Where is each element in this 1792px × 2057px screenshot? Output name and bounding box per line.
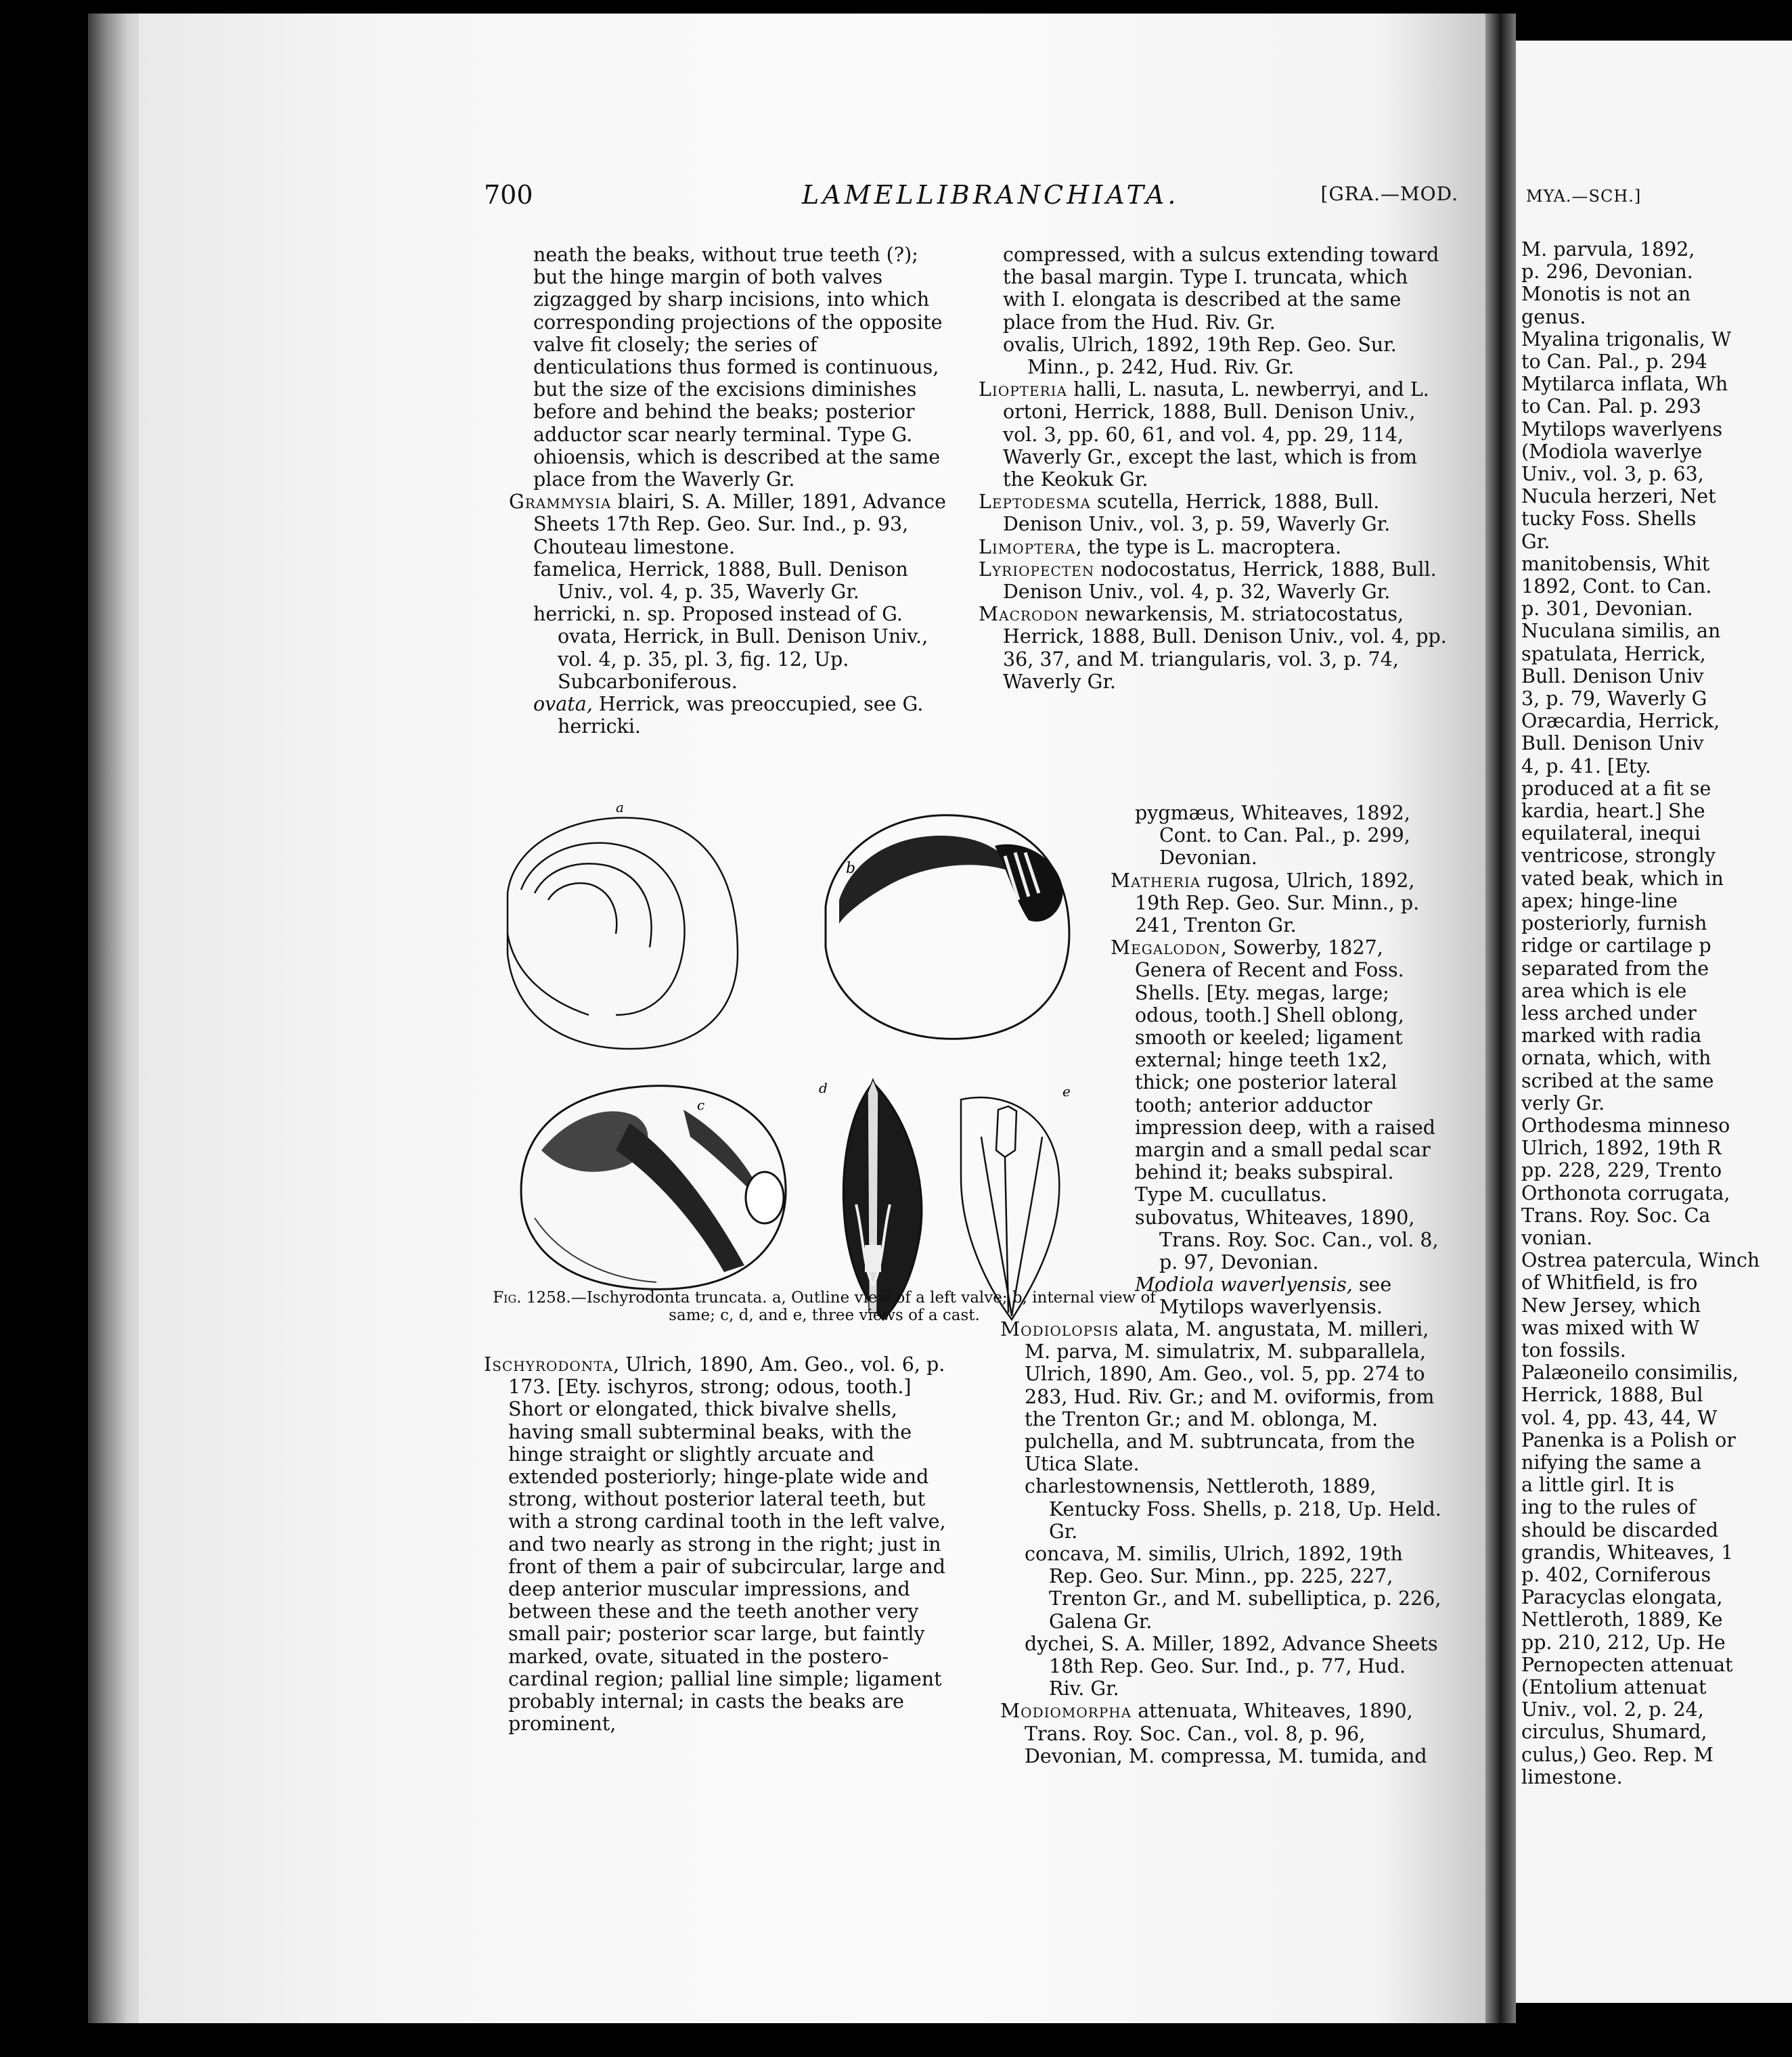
fig-b-internal-valve	[826, 815, 1069, 1039]
genus-name: Matheria	[1111, 869, 1201, 892]
right-page-line: vonian.	[1521, 1226, 1593, 1249]
right-page-line: Paracyclas elongata,	[1521, 1586, 1723, 1609]
entry-paragraph	[1111, 1273, 1447, 1318]
right-page-line: Herrick, 1888, Bul	[1521, 1384, 1703, 1407]
right-page-line: vated beak, which in	[1521, 867, 1724, 890]
right-page-line: Palæoneilo consimilis,	[1521, 1361, 1739, 1384]
genus-name: Limoptera	[979, 535, 1076, 558]
genus-name: Lyriopecten	[979, 558, 1095, 581]
text-column-4	[1000, 1318, 1447, 1767]
fig-label-d: d	[819, 1080, 828, 1096]
right-page-line: Monotis is not an	[1521, 283, 1691, 306]
right-page-line: a little girl. It is	[1521, 1474, 1674, 1497]
entry-paragraph	[1000, 1318, 1447, 1475]
right-page-line: of Whitfield, is fro	[1521, 1271, 1698, 1294]
right-page-line: circulus, Shumard,	[1521, 1721, 1707, 1744]
right-page-line: area which is ele	[1521, 979, 1687, 1002]
right-page-line: ventricose, strongly	[1521, 844, 1716, 867]
right-page-line: p. 301, Devonian.	[1521, 597, 1693, 620]
right-page-line: culus,) Geo. Rep. M	[1521, 1743, 1713, 1766]
fig-c-cast-side	[521, 1086, 786, 1290]
page-range: [GRA.—MOD.	[1320, 183, 1458, 205]
right-page-line: genus.	[1521, 305, 1586, 328]
entry-text: halli, L. nasuta, L. newberryi, and L. ortoni, Herrick, 1888, Bull. Denison Univ., vol. 3, pp. 60, 61, and vol. 4, pp. 29, 114, Waverly Gr., except the last, which is from the Keokuk Gr.	[1003, 378, 1429, 491]
right-page-line: Nucula herzeri, Net	[1521, 485, 1716, 508]
entry-paragraph	[1000, 1633, 1447, 1700]
entry-paragraph	[1111, 869, 1447, 937]
genus-name: Macrodon	[979, 603, 1079, 626]
fig-a-outline-valve	[508, 817, 738, 1049]
entry-paragraph	[1000, 1475, 1447, 1543]
right-page-line: Bull. Denison Univ	[1521, 664, 1704, 687]
right-page-line: Mytilarca inflata, Wh	[1521, 373, 1728, 396]
italic-name: ovata,	[533, 693, 593, 716]
fig-label-e: e	[1062, 1083, 1071, 1100]
fig-label-b: b	[846, 860, 856, 877]
text-column-2	[979, 244, 1447, 693]
genus-name: Grammysia	[509, 491, 612, 514]
right-page-line: vol. 4, pp. 43, 44, W	[1521, 1406, 1718, 1429]
entry-paragraph	[979, 603, 1447, 693]
running-head	[484, 180, 1458, 214]
entry-text: charlestownensis, Nettleroth, 1889, Kentucky Foss. Shells, p. 218, Up. Held. Gr.	[1025, 1475, 1441, 1543]
right-page-line: Trans. Roy. Soc. Ca	[1521, 1204, 1711, 1227]
right-page-line: pp. 228, 229, Trento	[1521, 1159, 1722, 1182]
entry-paragraph	[484, 1353, 958, 1735]
right-page-line: Orthonota corrugata,	[1521, 1181, 1730, 1204]
right-page-line: Orthodesma minneso	[1521, 1114, 1730, 1137]
right-page-line: Univ., vol. 2, p. 24,	[1521, 1698, 1704, 1721]
entry-paragraph	[979, 334, 1447, 378]
right-page-line: p. 402, Corniferous	[1521, 1563, 1711, 1586]
right-page-line: Myalina trigonalis, W	[1521, 327, 1732, 351]
entry-text: herricki, n. sp. Proposed instead of G. ovata, Herrick, in Bull. Denison Univ., vol. 4, p. 35, pl. 3, fig. 12, Up. Subcarboniferous.	[533, 603, 928, 693]
entry-paragraph	[509, 491, 956, 558]
fig-label-c: c	[697, 1097, 705, 1113]
right-page-line: 1892, Cont. to Can.	[1521, 575, 1712, 598]
right-page-line: to Can. Pal. p. 293	[1521, 395, 1701, 418]
right-page-line: p. 296, Devonian.	[1521, 261, 1693, 284]
right-page-line: grandis, Whiteaves, 1	[1521, 1541, 1734, 1564]
genus-name: Modiomorpha	[1000, 1700, 1132, 1723]
genus-name: Modiolopsis	[1000, 1318, 1119, 1340]
right-page-line: equilateral, inequi	[1521, 822, 1701, 845]
entry-paragraph	[1000, 1543, 1447, 1633]
right-page-line: Nuculana similis, an	[1521, 620, 1721, 643]
right-page-line: tucky Foss. Shells	[1521, 507, 1697, 530]
text-column-3	[484, 1353, 958, 1735]
entry-text: pygmæus, Whiteaves, 1892, Cont. to Can. Pal., p. 299, Devonian.	[1135, 802, 1410, 869]
entry-paragraph	[509, 558, 956, 603]
entry-paragraph	[509, 244, 956, 491]
right-page-line: (Modiola waverlye	[1521, 440, 1703, 463]
right-page-line: ing to the rules of	[1521, 1496, 1696, 1519]
entry-text: see Mytilops waverlyensis.	[1159, 1273, 1392, 1319]
entry-paragraph	[979, 244, 1447, 334]
entry-text: concava, M. similis, Ulrich, 1892, 19th Rep. Geo. Sur. Minn., pp. 225, 227, Trenton Gr., and M. subelliptica, p. 226, Galena Gr.	[1025, 1543, 1441, 1633]
entry-text: blairi, S. A. Miller, 1891, Advance Sheets 17th Rep. Geo. Sur. Ind., p. 93, Chouteau limestone.	[533, 491, 946, 558]
fig-d-cast-dorsal	[843, 1079, 922, 1319]
right-page-line: ornata, which, with	[1521, 1047, 1711, 1070]
entry-text: rugosa, Ulrich, 1892, 19th Rep. Geo. Sur. Minn., p. 241, Trenton Gr.	[1135, 869, 1420, 937]
right-page-line: to Can. Pal., p. 294	[1521, 351, 1707, 374]
right-page-line: Gr.	[1521, 530, 1550, 553]
right-page-line: (Entolium attenuat	[1521, 1676, 1707, 1698]
italic-name: Modiola waverlyensis,	[1135, 1273, 1353, 1296]
genus-name: Leptodesma	[979, 491, 1091, 514]
right-page-line: Mytilops waverlyens	[1521, 417, 1723, 440]
entry-paragraph	[1111, 1206, 1447, 1274]
entry-text: Herrick, was preoccupied, see G. herricki.	[558, 693, 924, 738]
entry-text: compressed, with a sulcus extending toward the basal margin. Type I. truncata, which with I. elongata is described at the same place from the Hud. Riv. Gr.	[1003, 244, 1439, 334]
right-page-line: kardia, heart.] She	[1521, 800, 1705, 823]
book-gutter	[1485, 14, 1516, 2023]
right-page-line: 4, p. 41. [Ety.	[1521, 754, 1651, 777]
entry-text: ovalis, Ulrich, 1892, 19th Rep. Geo. Sur. Minn., p. 242, Hud. Riv. Gr.	[1003, 333, 1397, 379]
right-page-line: marked with radia	[1521, 1024, 1702, 1047]
entry-paragraph	[509, 603, 956, 693]
right-page-line: Panenka is a Polish or	[1521, 1428, 1736, 1451]
entry-text: dychei, S. A. Miller, 1892, Advance Sheets 18th Rep. Geo. Sur. Ind., p. 77, Hud. Riv. Gr.	[1025, 1632, 1438, 1700]
right-page-line: posteriorly, furnish	[1521, 912, 1707, 935]
right-page-line: M. parvula, 1892,	[1521, 238, 1695, 261]
figure-caption-text: —Ischyrodonta truncata. a, Outline view of a left valve; b, internal view of same; c, d, and e, three views of a cast.	[570, 1289, 1156, 1324]
entry-text: alata, M. angustata, M. milleri, M. parva, M. simulatrix, M. subparallela, Ulrich, 1890, Am. Geo., vol. 5, pp. 274 to 283, Hud. Riv. Gr.; and M. oviformis, from the Trenton Gr.; and M. oblonga, M. pulchella, and M. subtruncata, from the Utica Slate.	[1025, 1318, 1435, 1476]
right-page-line: limestone.	[1521, 1765, 1623, 1788]
right-page-line: ridge or cartilage p	[1521, 934, 1711, 957]
entry-text: , Sowerby, 1827, Genera of Recent and Foss. Shells. [Ety. megas, large; odous, tooth.] Shell oblong, smooth or keeled; ligament external; hinge teeth 1x2, thick; one posterior lateral tooth; anterior adductor impression deep, with a raised margin and a small pedal scar behind it; beaks subspiral. Type M. cucullatus.	[1135, 936, 1436, 1206]
entry-text: neath the beaks, without true teeth (?); but the hinge margin of both valves zigzagged by sharp incisions, into which corresponding projections of the opposite valve fit closely; the series of denticulations thus formed is continuous, but the size of the excisions diminishes before and behind the beaks; posterior adductor scar nearly terminal. Type G. ohioensis, which is described at the same place from the Waverly Gr.	[533, 244, 943, 491]
right-page-line: pp. 210, 212, Up. He	[1521, 1631, 1726, 1654]
figure-number: Fig. 1258.	[493, 1289, 571, 1307]
page-title: LAMELLIBRANCHIATA.	[802, 180, 1180, 210]
right-page-line: separated from the	[1521, 957, 1709, 980]
right-page-header: MYA.—SCH.]	[1526, 187, 1642, 206]
figure-ischyrodonta	[494, 798, 1103, 1333]
entry-paragraph	[1000, 1700, 1447, 1767]
entry-text: nodocostatus, Herrick, 1888, Bull. Denison Univ., vol. 4, p. 32, Waverly Gr.	[1003, 558, 1437, 604]
right-page-line: Nettleroth, 1889, Ke	[1521, 1608, 1723, 1631]
entry-paragraph	[1111, 802, 1447, 869]
page-number: 700	[484, 180, 533, 210]
right-page-line: nifying the same a	[1521, 1451, 1702, 1474]
right-page-line: was mixed with W	[1521, 1316, 1700, 1339]
right-page-line: should be discarded	[1521, 1518, 1718, 1541]
right-page-column	[1521, 238, 1792, 1788]
right-page-line: New Jersey, which	[1521, 1294, 1701, 1317]
entry-paragraph	[979, 558, 1447, 603]
entry-paragraph	[979, 491, 1447, 535]
right-page-line: Oræcardia, Herrick,	[1521, 710, 1720, 733]
right-page-line: apex; hinge-line	[1521, 889, 1678, 912]
right-page-line: Ostrea patercula, Winch	[1521, 1249, 1760, 1272]
entry-text: newarkensis, M. striatocostatus, Herrick, 1888, Bull. Denison Univ., vol. 4, pp. 36, 37, and M. triangularis, vol. 3, p. 74, Waverly Gr.	[1003, 603, 1447, 693]
right-page-line: produced at a fit se	[1521, 777, 1711, 800]
entry-text: scutella, Herrick, 1888, Bull. Denison Univ., vol. 3, p. 59, Waverly Gr.	[1003, 491, 1391, 536]
text-column-1	[509, 244, 956, 738]
genus-name: Ischyrodonta	[484, 1353, 613, 1376]
right-page-line: Ulrich, 1892, 19th R	[1521, 1137, 1722, 1160]
right-page-line: verly Gr.	[1521, 1091, 1605, 1114]
fig-label-a: a	[616, 799, 624, 815]
entry-paragraph	[1111, 936, 1447, 1206]
entry-text: subovatus, Whiteaves, 1890, Trans. Roy. Soc. Can., vol. 8, p. 97, Devonian.	[1135, 1206, 1439, 1274]
right-page	[1516, 41, 1792, 2003]
entry-paragraph	[509, 693, 956, 738]
text-column-2-lower	[1111, 802, 1447, 1319]
right-page-line: Bull. Denison Univ	[1521, 732, 1704, 755]
right-page-line: 3, p. 79, Waverly G	[1521, 687, 1707, 710]
entry-text: , the type is L. macroptera.	[1075, 535, 1342, 558]
fig-e-cast-outline	[961, 1098, 1059, 1319]
entry-text: , Ulrich, 1890, Am. Geo., vol. 6, p. 173. [Ety. ischyros, strong; odous, tooth.] Short or elongated, thick bivalve shells, having small subterminal beaks, with the hinge straight or slightly arcuate and extended posteriorly; hinge-plate wide and strong, without posterior lateral teeth, but with a strong cardinal tooth in the left valve, and two nearly as strong in the right; just in front of them a pair of subcircular, large and deep anterior muscular impressions, and between these and the teeth another very small pair; posterior scar large, but faintly marked, ovate, situated in the postero-cardinal region; pallial line simple; ligament probably internal; in casts the beaks are prominent,	[508, 1353, 946, 1736]
entry-text: famelica, Herrick, 1888, Bull. Denison Univ., vol. 4, p. 35, Waverly Gr.	[533, 558, 908, 604]
right-page-line: Pernopecten attenuat	[1521, 1653, 1733, 1676]
genus-name: Liopteria	[979, 378, 1068, 401]
right-page-line: scribed at the same	[1521, 1069, 1714, 1092]
figure-caption	[489, 1289, 1159, 1324]
entry-text: attenuata, Whiteaves, 1890, Trans. Roy. Soc. Can., vol. 8, p. 96, Devonian, M. compressa, M. tumida, and	[1025, 1700, 1427, 1767]
right-page-line: manitobensis, Whit	[1521, 552, 1710, 575]
entry-paragraph	[979, 536, 1447, 558]
right-page-line: ton fossils.	[1521, 1338, 1626, 1361]
entry-paragraph	[979, 378, 1447, 491]
right-page-line: spatulata, Herrick,	[1521, 642, 1706, 665]
right-page-line: less arched under	[1521, 1001, 1697, 1024]
genus-name: Megalodon	[1111, 936, 1221, 959]
right-page-line: Univ., vol. 3, p. 63,	[1521, 463, 1704, 486]
